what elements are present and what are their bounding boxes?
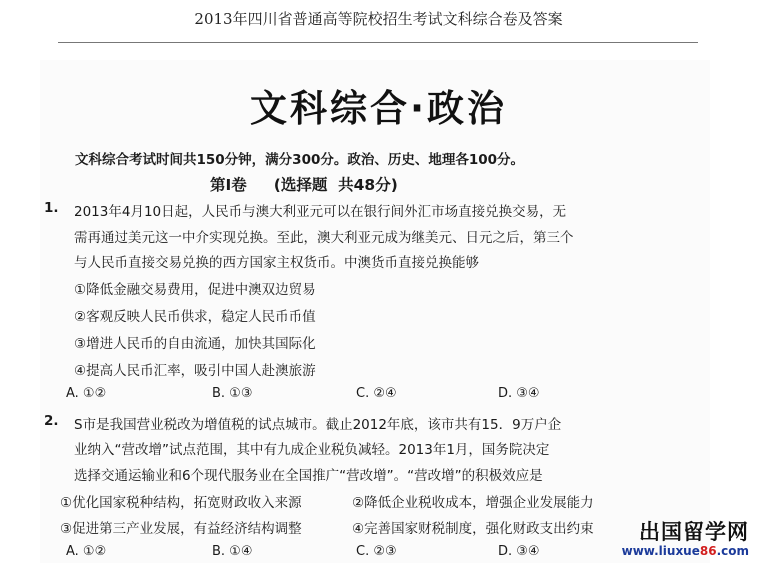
question-2-option-d: D. ③④ (498, 544, 540, 559)
question-2-item: ③促进第三产业发展，有益经济结构调整 (60, 521, 302, 537)
question-1-line: 与人民币直接交易兑换的西方国家主权货币。中澳货币直接兑换能够 (74, 255, 479, 271)
site-watermark (622, 522, 749, 557)
watermark-brand: 出国留学网 (639, 520, 749, 544)
question-2-item: ①优化国家税种结构，拓宽财政收入来源 (60, 495, 302, 511)
question-1-item: ③增进人民币的自由流通，加快其国际化 (74, 336, 316, 352)
question-1-item: ④提高人民币汇率，吸引中国人赴澳旅游 (74, 363, 316, 379)
question-2-number: 2. (44, 413, 59, 429)
question-1-item: ①降低金融交易费用，促进中澳双边贸易 (74, 282, 316, 298)
question-1-line: 2013年4月10日起，人民币与澳大利亚元可以在银行间外汇市场直接兑换交易，无 (74, 204, 567, 220)
question-2-option-a: A. ①② (66, 544, 107, 559)
header-divider (58, 42, 698, 43)
question-2-option-b: B. ①④ (212, 544, 253, 559)
question-1-item: ②客观反映人民币供求，稳定人民币币值 (74, 309, 316, 325)
question-2-item: ④完善国家财税制度，强化财政支出约束 (352, 521, 594, 537)
question-2-line: 选择交通运输业和6个现代服务业在全国推广“营改增”。“营改增”的积极效应是 (74, 468, 543, 484)
question-2-item: ②降低企业税收成本，增强企业发展能力 (352, 495, 594, 511)
page-header: 2013年四川省普通高等院校招生考试文科综合卷及答案 (194, 10, 563, 28)
question-1-number: 1. (44, 200, 59, 216)
watermark-url: www.liuxue86.com (621, 544, 749, 558)
question-2-line: S市是我国营业税改为增值税的试点城市。截止2012年底，该市共有15．9万户企 (74, 417, 562, 433)
question-1-option-a: A. ①② (66, 386, 107, 401)
question-2-line: 业纳入“营改增”试点范围，其中有九成企业税负减轻。2013年1月，国务院决定 (74, 442, 550, 458)
paper-title: 文科综合·政治 (249, 87, 508, 130)
question-1-option-c: C. ②④ (356, 386, 397, 401)
question-2-option-c: C. ②③ (356, 544, 397, 559)
section-heading: 第Ⅰ卷 (选择题 共48分) (210, 176, 398, 194)
question-1-line: 需再通过美元这一中介实现兑换。至此，澳大利亚元成为继美元、日元之后，第三个 (74, 230, 574, 246)
question-1-option-b: B. ①③ (212, 386, 253, 401)
question-1-option-d: D. ③④ (498, 386, 540, 401)
exam-intro: 文科综合考试时间共150分钟，满分300分。政治、历史、地理各100分。 (75, 152, 525, 168)
